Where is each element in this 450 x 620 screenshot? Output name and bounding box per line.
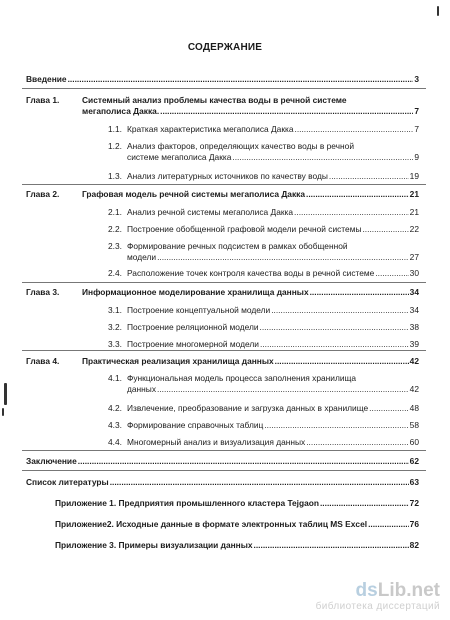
- toc-entry-title: Построение обобщенной графовой модели речной системы: [127, 224, 362, 234]
- toc-entry-title: модели: [127, 252, 157, 262]
- toc-entry-title: Графовая модель речной системы мегаполиса Дакка: [82, 189, 306, 199]
- dot-leader: [329, 171, 409, 182]
- toc-entry-number: 3.2.: [108, 322, 122, 332]
- toc-entry-number: 2.3.: [108, 241, 122, 251]
- toc-entry-title: Заключение: [26, 456, 77, 466]
- toc-entry-title: Информационное моделирование хранилища данных: [82, 287, 309, 297]
- toc-entry-number: 2.4.: [108, 268, 122, 278]
- toc-entry-page: 9: [414, 152, 419, 162]
- toc-entry-number: 1.2.: [108, 141, 122, 151]
- toc-entry-page: 7: [414, 106, 419, 116]
- dot-leader: [294, 207, 409, 218]
- dot-leader: [160, 106, 413, 117]
- toc-entry-number: Глава 4.: [26, 356, 60, 366]
- dot-leader: [306, 189, 409, 200]
- toc-entry-page: 58: [409, 420, 419, 430]
- dot-leader: [264, 420, 408, 431]
- dot-leader: [271, 305, 408, 316]
- watermark-subtitle: библиотека диссертаций: [315, 601, 440, 612]
- toc-entry-page: 3: [414, 74, 419, 84]
- dot-leader: [275, 356, 409, 367]
- toc-entry-page: 48: [409, 403, 419, 413]
- toc-entry-number: Глава 3.: [26, 287, 60, 297]
- toc-entry-title: Системный анализ проблемы качества воды в речной системе: [82, 95, 347, 105]
- dot-leader: [232, 152, 413, 163]
- toc-entry-number: 2.1.: [108, 207, 122, 217]
- toc-entry-title: Анализ факторов, определяющих качество воды в речной: [127, 141, 355, 151]
- toc-entry-page: 62: [409, 456, 419, 466]
- toc-entry-page: 42: [409, 356, 419, 366]
- dot-leader: [157, 384, 409, 395]
- dot-leader: [78, 456, 409, 467]
- toc-entry-page: 39: [409, 339, 419, 349]
- toc-entry-number: 3.1.: [108, 305, 122, 315]
- toc-entry-title: Расположение точек контроля качества воды в речной системе: [127, 268, 375, 278]
- toc-entry-page: 42: [409, 384, 419, 394]
- toc-entry-page: 34: [409, 305, 419, 315]
- toc-entry-page: 7: [414, 124, 419, 134]
- page-title: СОДЕРЖАНИЕ: [187, 42, 263, 53]
- toc-entry-page: 72: [409, 498, 419, 508]
- separator-line: [22, 184, 426, 185]
- dot-leader: [368, 519, 409, 530]
- toc-entry-title: Практическая реализация хранилища данных: [82, 356, 274, 366]
- toc-entry-title: Многомерный анализ и визуализация данных: [127, 437, 306, 447]
- toc-entry-number: Глава 1.: [26, 95, 60, 105]
- toc-entry-page: 38: [409, 322, 419, 332]
- separator-line: [22, 282, 426, 283]
- toc-entry-title: Список литературы: [26, 477, 109, 487]
- toc-entry-number: 4.2.: [108, 403, 122, 413]
- toc-entry-page: 82: [409, 540, 419, 550]
- toc-entry-page: 21: [409, 189, 419, 199]
- dot-leader: [260, 322, 409, 333]
- dot-leader: [295, 124, 414, 135]
- toc-entry-number: 4.4.: [108, 437, 122, 447]
- toc-entry-title: системе мегаполиса Дакка: [127, 152, 232, 162]
- separator-line: [22, 88, 426, 89]
- toc-entry-page: 21: [409, 207, 419, 217]
- toc-entry-title: мегаполиса Дакка.: [82, 106, 160, 116]
- scan-mark: [4, 383, 7, 405]
- watermark-brand: dsLib.net: [355, 580, 440, 601]
- dot-leader: [260, 339, 409, 350]
- toc-entry-title: данных: [127, 384, 157, 394]
- toc-entry-number: 1.3.: [108, 171, 122, 181]
- toc-entry-page: 30: [409, 268, 419, 278]
- toc-entry-title: Приложение 1. Предприятия промышленного кластера Tejgaon: [55, 498, 319, 508]
- toc-entry-title: Краткая характеристика мегаполиса Дакка: [127, 124, 294, 134]
- dot-leader: [320, 498, 409, 509]
- dot-leader: [306, 437, 408, 448]
- dot-leader: [362, 224, 408, 235]
- toc-entry-title: Построение реляционной модели: [127, 322, 259, 332]
- dot-leader: [157, 252, 409, 263]
- toc-entry-page: 60: [409, 437, 419, 447]
- toc-entry-title: Введение: [26, 74, 67, 84]
- toc-entry-number: Глава 2.: [26, 189, 60, 199]
- toc-entry-page: 19: [409, 171, 419, 181]
- toc-entry-number: 4.3.: [108, 420, 122, 430]
- toc-entry-title: Анализ речной системы мегаполиса Дакка: [127, 207, 294, 217]
- dot-leader: [254, 540, 409, 551]
- toc-entry-number: 2.2.: [108, 224, 122, 234]
- toc-entry-title: Функциональная модель процесса заполнения хранилища: [127, 373, 357, 383]
- dot-leader: [369, 403, 409, 414]
- dot-leader: [110, 477, 409, 488]
- toc-entry-title: Анализ литературных источников по качеству воды: [127, 171, 328, 181]
- toc-entry-title: Формирование справочных таблиц: [127, 420, 264, 430]
- toc-entry-page: 63: [409, 477, 419, 487]
- toc-entry-number: 3.3.: [108, 339, 122, 349]
- toc-entry-title: Построение многомерной модели: [127, 339, 259, 349]
- toc-entry-title: Извлечение, преобразование и загрузка данных в хранилище: [127, 403, 369, 413]
- watermark: [316, 581, 440, 612]
- separator-line: [22, 470, 426, 471]
- dot-leader: [310, 287, 409, 298]
- toc-entry-page: 27: [409, 252, 419, 262]
- dot-leader: [68, 74, 414, 85]
- toc-entry-title: Формирование речных подсистем в рамках обобщенной: [127, 241, 348, 251]
- toc-entry-page: 76: [409, 519, 419, 529]
- toc-entry-title: Приложение 3. Примеры визуализации данных: [55, 540, 253, 550]
- toc-entry-number: 1.1.: [108, 124, 122, 134]
- scan-mark: [2, 408, 4, 416]
- toc-entry-title: Построение концептуальной модели: [127, 305, 271, 315]
- dot-leader: [375, 268, 408, 279]
- toc-entry-page: 22: [409, 224, 419, 234]
- toc-entry-page: 34: [409, 287, 419, 297]
- scan-mark: [437, 6, 439, 16]
- separator-line: [22, 350, 426, 351]
- toc-entry-number: 4.1.: [108, 373, 122, 383]
- separator-line: [22, 450, 426, 451]
- toc-entry-title: Приложение2. Исходные данные в формате электронных таблиц MS Excel: [55, 519, 368, 529]
